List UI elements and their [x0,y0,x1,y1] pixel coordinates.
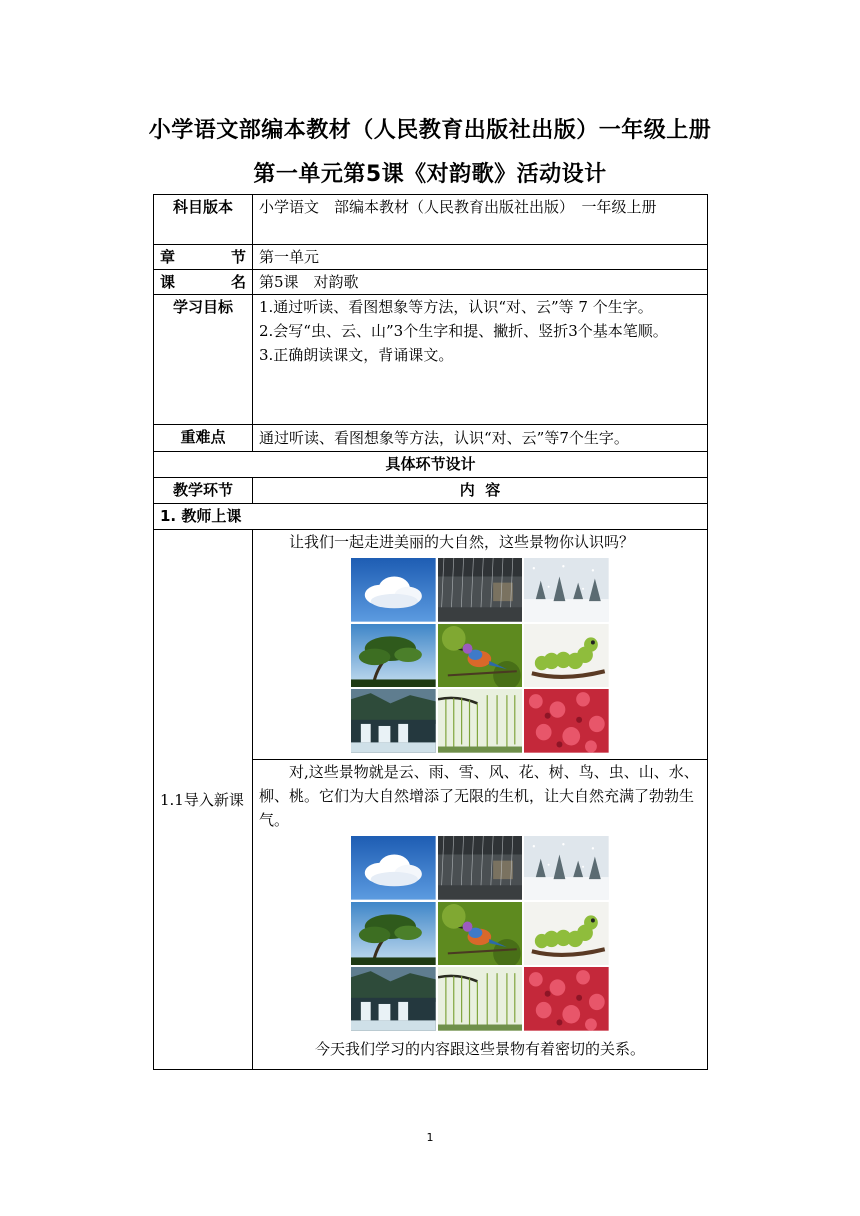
waterfall-photo [351,967,436,1031]
row-design-header [154,452,708,478]
goal-item: 2.会写“虫、云、山”3个生字和提、撇折、竖折3个基本笔顺。 [259,322,668,340]
scenery-photo-grid [351,558,609,753]
row-key-points [154,425,708,452]
rain-photo [438,836,523,900]
section-heading: 1. 教师上课 [154,504,708,530]
key-value: 通过听读、看图想象等方法，认识“对、云”等7个生字。 [253,425,708,452]
cloud-photo [351,836,436,900]
content-column-header: 内 容 [253,478,708,504]
bird-photo [438,624,523,688]
lesson-label: 课名 [154,270,253,295]
subject-value: 小学语文 部编本教材（人民教育出版社出版） 一年级上册 [253,195,708,245]
row-chapter [154,245,708,270]
explain-cell [253,760,708,1070]
chapter-value: 第一单元 [253,245,708,270]
cloud-photo [351,558,436,622]
willow-photo [438,689,523,753]
document-subtitle: 第一单元第5课《对韵歌》活动设计 [253,162,607,187]
document-title: 小学语文部编本教材（人民教育出版社出版）一年级上册 [148,118,712,143]
bird-photo [438,902,523,966]
row-column-headers [154,478,708,504]
caterpillar-photo [524,902,609,966]
row-intro-block-1 [154,530,708,760]
goal-item: 1.通过听读、看图想象等方法，认识“对、云”等 7 个生字。 [259,298,653,316]
explain-text: 对,这些景物就是云、雨、雪、风、花、树、鸟、虫、山、水、柳、桃。它们为大自然增添了无限的生机，让大自然充满了勃勃生气。 [259,763,699,829]
goal-label: 学习目标 [154,295,253,425]
willow-photo [438,967,523,1031]
snow-photo [524,836,609,900]
goal-list [253,295,708,425]
key-label: 重难点 [154,425,253,452]
row-goals [154,295,708,425]
peach-blossom-photo [524,967,609,1031]
intro-cell [253,530,708,760]
intro-text: 让我们一起走进美丽的大自然，这些景物你认识吗？ [289,533,635,551]
waterfall-photo [351,689,436,753]
row-section-1 [154,504,708,530]
scenery-photo-grid [351,836,609,1031]
subject-label: 科目版本 [154,195,253,245]
page-number: 1 [426,1131,434,1144]
design-header: 具体环节设计 [154,452,708,478]
goal-item: 3.正确朗读课文，背诵课文。 [259,346,454,364]
caterpillar-photo [524,624,609,688]
step-label: 1.1导入新课 [154,530,253,1070]
rain-photo [438,558,523,622]
row-subject [154,195,708,245]
wind-tree-photo [351,902,436,966]
lesson-design-table [153,194,708,1070]
row-lesson [154,270,708,295]
lesson-value: 第5课 对韵歌 [253,270,708,295]
wind-tree-photo [351,624,436,688]
closing-text: 今天我们学习的内容跟这些景物有着密切的关系。 [314,1040,645,1058]
snow-photo [524,558,609,622]
chapter-label: 章节 [154,245,253,270]
peach-blossom-photo [524,689,609,753]
step-column-header: 教学环节 [154,478,253,504]
